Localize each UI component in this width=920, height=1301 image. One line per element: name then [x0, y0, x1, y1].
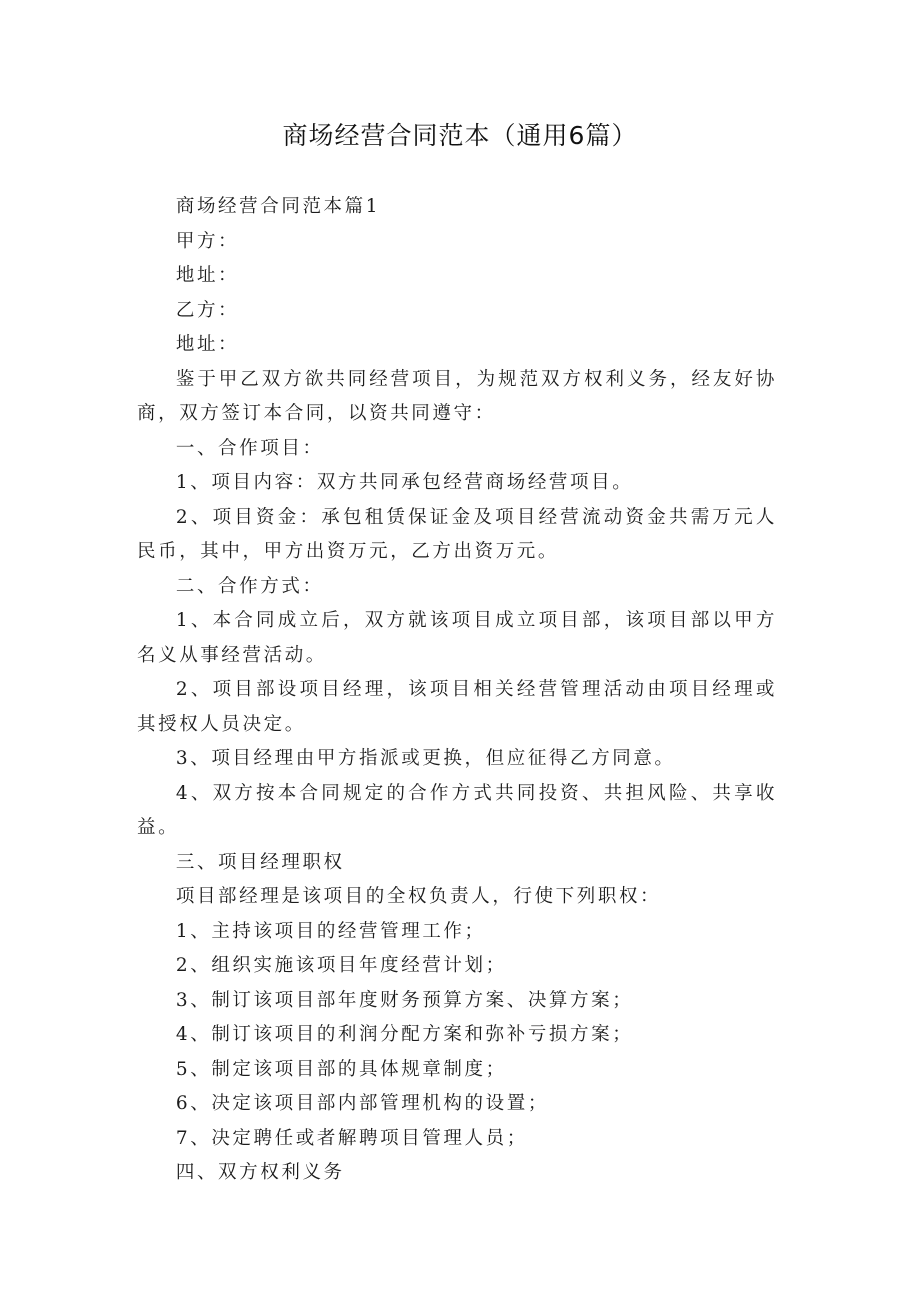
preamble-paragraph: 鉴于甲乙双方欲共同经营项目，为规范双方权利义务，经友好协商，双方签订本合同，以资共同遵守： [137, 368, 777, 424]
clause-heading: 二、合作方式： [175, 575, 324, 597]
clause-item: 2、项目部设项目经理，该项目相关经营管理活动由项目经理或其授权人员决定。 [137, 679, 777, 735]
clause-item: 1、项目内容：双方共同承包经营商场经营项目。 [175, 472, 634, 493]
clause-item: 2、项目资金：承包租赁保证金及项目经营流动资金共需万元人民币，其中，甲方出资万元，乙方出资万元。 [137, 506, 777, 562]
section-heading: 商场经营合同范本篇1 [175, 196, 381, 217]
party-a-label: 甲方： [175, 230, 240, 252]
clause-item: 3、制订该项目部年度财务预算方案、决算方案； [175, 989, 634, 1011]
clause-item: 3、项目经理由甲方指派或更换，但应征得乙方同意。 [175, 748, 676, 769]
clause-heading: 四、双方权利义务 [175, 1162, 345, 1183]
document-body [137, 190, 777, 1191]
clause-item: 6、决定该项目部内部管理机构的设置； [175, 1093, 549, 1114]
clause-intro: 项目部经理是该项目的全权负责人，行使下列职权： [175, 886, 662, 907]
party-b-label: 乙方： [175, 299, 240, 321]
clause-heading: 三、项目经理职权 [175, 851, 345, 873]
clause-heading: 一、合作项目： [175, 437, 324, 459]
document-title: 商场经营合同范本（通用6篇） [282, 121, 638, 150]
clause-item: 1、主持该项目的经营管理工作； [175, 920, 486, 942]
clause-item: 4、双方按本合同规定的合作方式共同投资、共担风险、共享收益。 [137, 782, 777, 838]
clause-item: 5、制定该项目部的具体规章制度； [175, 1058, 507, 1080]
clause-item: 4、制订该项目的利润分配方案和弥补亏损方案； [175, 1024, 634, 1045]
party-a-address-label: 地址： [175, 265, 240, 286]
clause-item: 2、组织实施该项目年度经营计划； [175, 955, 507, 976]
clause-item: 1、本合同成立后，双方就该项目成立项目部，该项目部以甲方名义从事经营活动。 [137, 610, 777, 666]
clause-item: 7、决定聘任或者解聘项目管理人员； [175, 1127, 528, 1149]
party-b-address-label: 地址： [175, 334, 240, 355]
